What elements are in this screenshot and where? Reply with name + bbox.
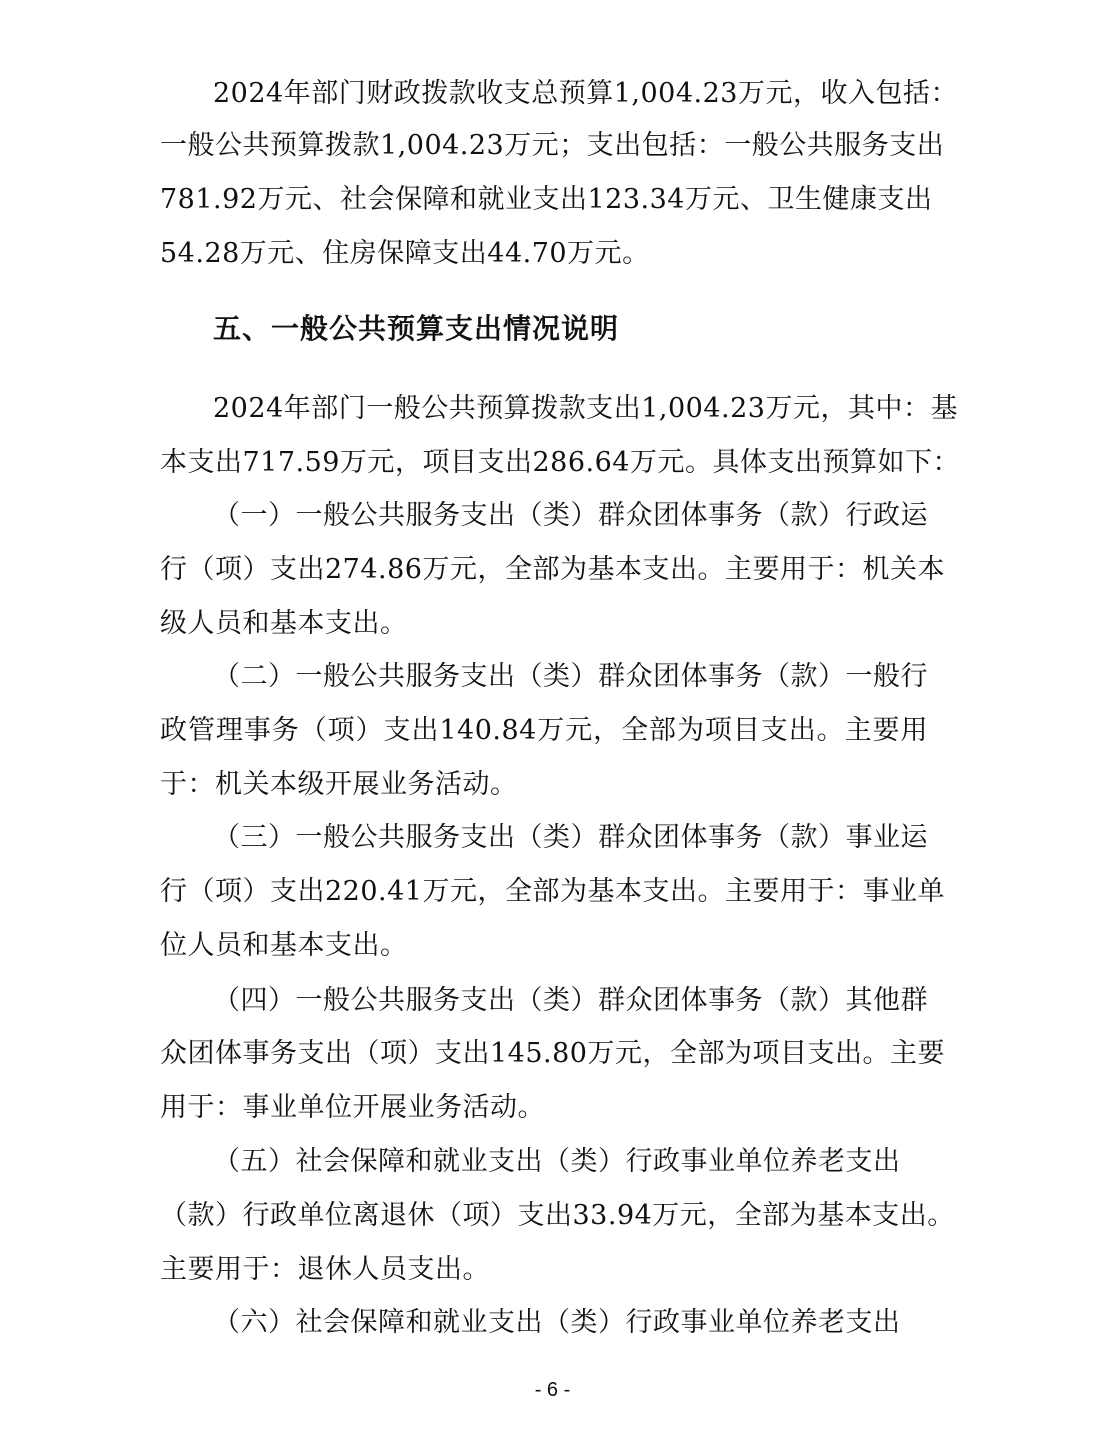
item6-line1: （六）社会保障和就业支出（类）行政事业单位养老支出 [213,1307,901,1338]
item4-line2: 众团体事务支出（项）支出145.80万元，全部为项目支出。主要 [160,1038,945,1069]
page-number: - 6 - [534,1379,571,1401]
item3-line3: 位人员和基本支出。 [160,930,408,961]
item4-line1: （四）一般公共服务支出（类）群众团体事务（款）其他群 [213,985,928,1016]
para2-line1: 2024年部门一般公共预算拨款支出1,004.23万元，其中：基 [213,393,958,424]
item3-line1: （三）一般公共服务支出（类）群众团体事务（款）事业运 [213,822,928,853]
item3-line2: 行（项）支出220.41万元，全部为基本支出。主要用于：事业单 [160,876,945,907]
item1-line2: 行（项）支出274.86万元，全部为基本支出。主要用于：机关本 [160,554,945,585]
item5-line3: 主要用于：退休人员支出。 [160,1254,490,1285]
para1-line4: 54.28万元、住房保障支出44.70万元。 [160,238,650,269]
item1-line1: （一）一般公共服务支出（类）群众团体事务（款）行政运 [213,500,928,531]
para1-line3: 781.92万元、社会保障和就业支出123.34万元、卫生健康支出 [160,184,933,215]
section-heading: 五、一般公共预算支出情况说明 [213,312,620,345]
item1-line3: 级人员和基本支出。 [160,608,408,639]
item4-line3: 用于：事业单位开展业务活动。 [160,1092,545,1123]
item5-line2: （款）行政单位离退休（项）支出33.94万元，全部为基本支出。 [160,1200,955,1231]
para1-line1: 2024年部门财政拨款收支总预算1,004.23万元，收入包括： [213,78,958,109]
item5-line1: （五）社会保障和就业支出（类）行政事业单位养老支出 [213,1146,901,1177]
para1-line2: 一般公共预算拨款1,004.23万元；支出包括：一般公共服务支出 [160,130,945,161]
item2-line1: （二）一般公共服务支出（类）群众团体事务（款）一般行 [213,661,928,692]
item2-line3: 于：机关本级开展业务活动。 [160,769,518,800]
para2-line2: 本支出717.59万元，项目支出286.64万元。具体支出预算如下： [160,447,960,478]
item2-line2: 政管理事务（项）支出140.84万元，全部为项目支出。主要用 [160,715,928,746]
